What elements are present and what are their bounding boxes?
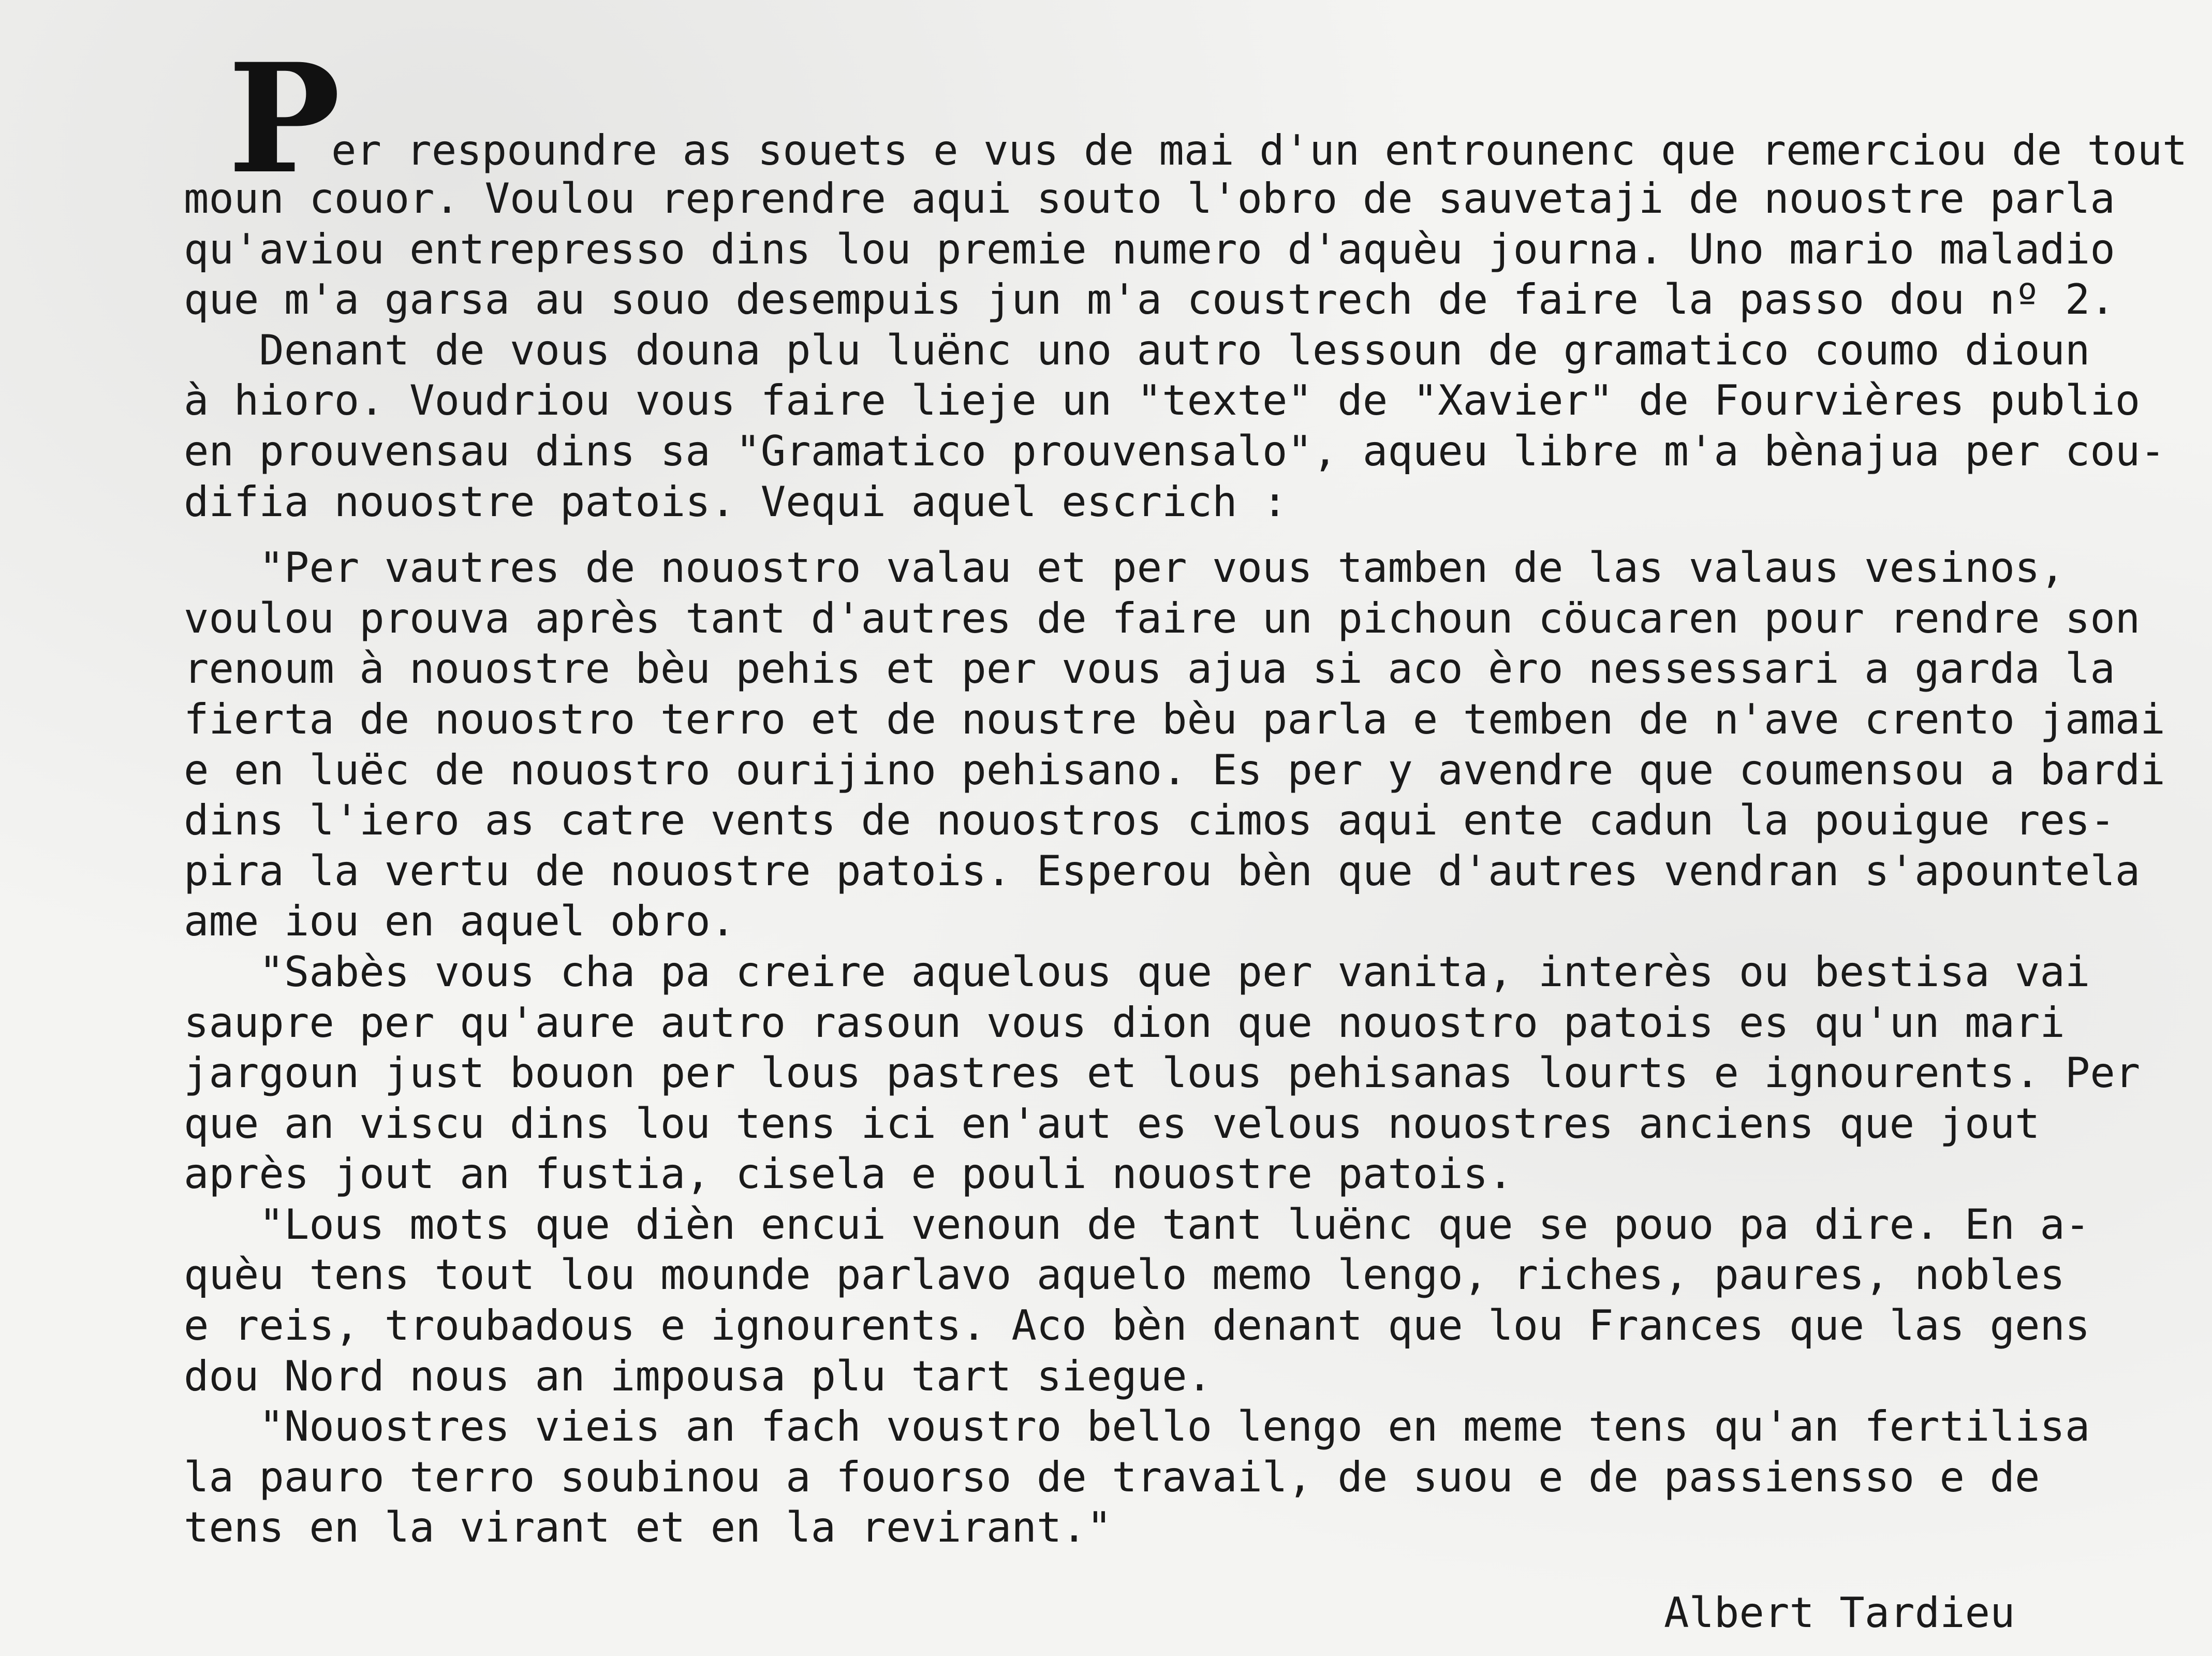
- text-line: ame iou en aquel obro.: [184, 897, 736, 946]
- text-line: moun couor. Voulou reprendre aqui souto l'obro de sauvetaji de nouostre parla: [184, 174, 2115, 223]
- text-line: dins l'iero as catre vents de nouostros cimos aqui ente cadun la pouigue res-: [184, 796, 2115, 845]
- paragraph-gap: [184, 527, 2202, 543]
- text-line: que an viscu dins lou tens ici en'aut es velous nouostres anciens que jout: [184, 1098, 2040, 1148]
- text-line: dou Nord nous an impousa plu tart siegue.: [184, 1351, 1213, 1400]
- text-line: e reis, troubadous e ignourents. Aco bèn denant que lou Frances que las gens: [184, 1301, 2090, 1350]
- text-line: la pauro terro soubinou a fouorso de travail, de suou e de passiensso e de: [184, 1452, 2040, 1501]
- text-line: "Per vautres de nouostro valau et per vous tamben de las valaus vesinos,: [184, 543, 2065, 592]
- text-line: "Nouostres vieis an fach voustro bello lengo en meme tens qu'an fertilisa: [184, 1402, 2090, 1451]
- article-body: [184, 173, 2202, 1553]
- text-line: pira la vertu de nouostre patois. Esperou bèn que d'autres vendran s'apountela: [184, 846, 2141, 895]
- text-line: à hioro. Voudriou vous faire lieje un "texte" de "Xavier" de Fourvières publio: [184, 376, 2141, 425]
- drop-cap: P: [228, 31, 341, 207]
- text-line: Denant de vous douna plu luënc uno autro lessoun de gramatico coumo dioun: [184, 325, 2090, 374]
- text-line: quèu tens tout lou mounde parlavo aquelo memo lengo, riches, paures, nobles: [184, 1250, 2065, 1299]
- text-line: difia nouostre patois. Vequi aquel escrich :: [184, 477, 1288, 526]
- text-line: jargoun just bouon per lous pastres et lous pehisanas lourts e ignourents. Per: [184, 1048, 2141, 1097]
- text-line: e en luëc de nouostro ourijino pehisano. Es per y avendre que coumensou a bardi: [184, 745, 2165, 794]
- text-line: tens en la virant et en la revirant.": [184, 1503, 1112, 1552]
- text-line: que m'a garsa au souo desempuis jun m'a coustrech de faire la passo dou nº 2.: [184, 275, 2115, 324]
- text-line: "Lous mots que dièn encui venoun de tant luënc que se pouo pa dire. En a-: [184, 1199, 2090, 1249]
- text-line: qu'aviou entrepresso dins lou premie numero d'aquèu journa. Uno mario maladio: [184, 224, 2115, 273]
- author-signature: Albert Tardieu: [1664, 1588, 2015, 1637]
- text-line: voulou prouva après tant d'autres de faire un pichoun cöucaren pour rendre son: [184, 593, 2141, 642]
- text-line: en prouvensau dins sa "Gramatico prouvensalo", aqueu libre m'a bènajua per cou-: [184, 426, 2165, 475]
- text-line: renoum à nouostre bèu pehis et per vous ajua si aco èro nessessari a garda la: [184, 644, 2115, 693]
- first-line: er respoundre as souets e vus de mai d'un entrounenc que remerciou de tout: [331, 126, 2188, 174]
- text-line: après jout an fustia, cisela e pouli nouostre patois.: [184, 1149, 1513, 1198]
- text-line: "Sabès vous cha pa creire aquelous que per vanita, interès ou bestisa vai: [184, 947, 2090, 996]
- text-line: fierta de nouostro terro et de noustre bèu parla e temben de n'ave crento jamai: [184, 694, 2165, 743]
- text-line: saupre per qu'aure autro rasoun vous dion que nouostro patois es qu'un mari: [184, 998, 2065, 1047]
